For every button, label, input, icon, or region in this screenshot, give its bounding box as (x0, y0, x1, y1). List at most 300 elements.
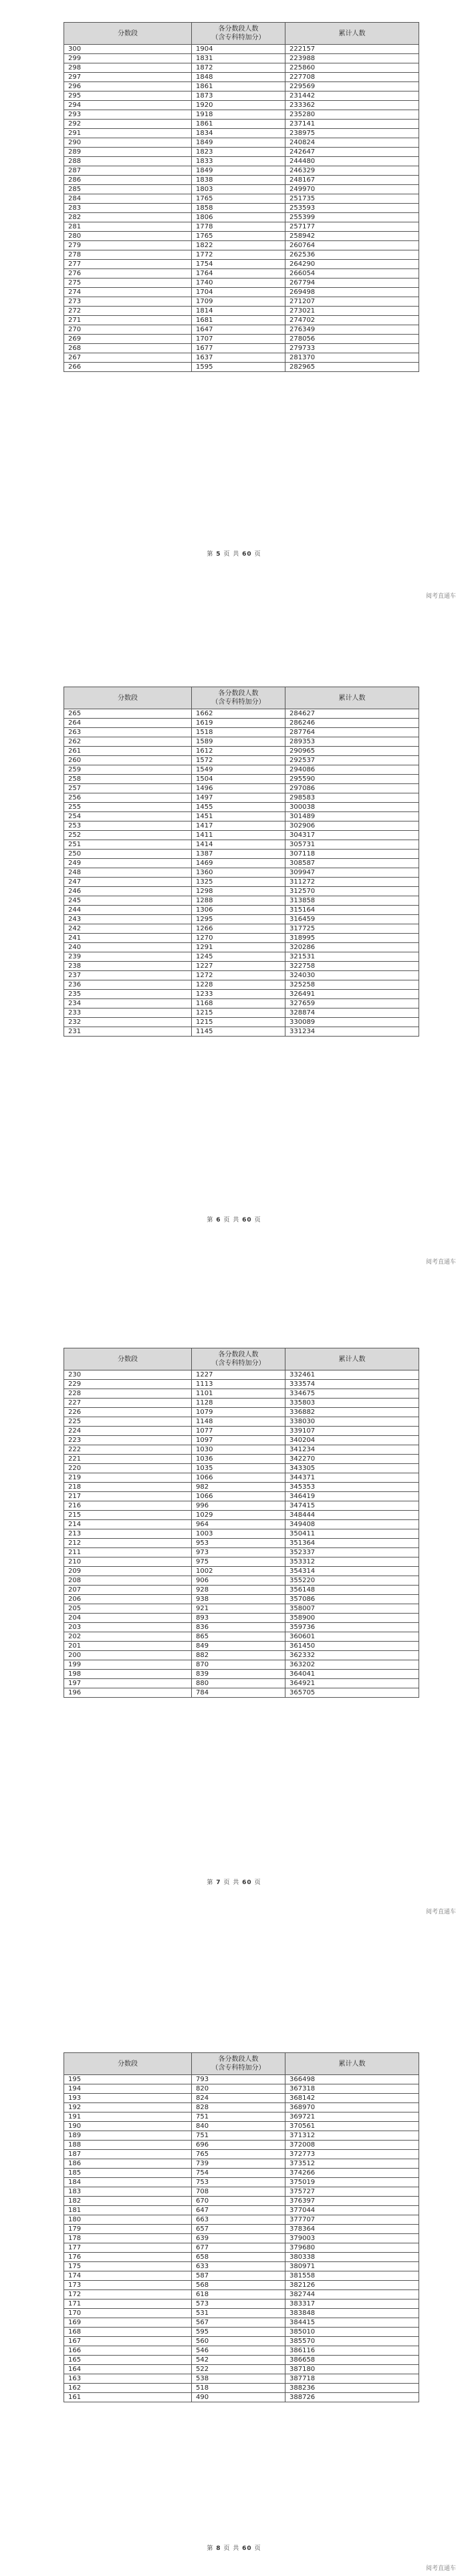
table-row (64, 2141, 419, 2150)
table-row (64, 2243, 419, 2253)
table-row (64, 737, 419, 747)
table-row (64, 906, 419, 915)
score-cell: 267 (64, 353, 192, 363)
cumulative-cell: 240824 (285, 138, 419, 148)
count-cell: 973 (192, 1548, 285, 1557)
table-row (64, 1529, 419, 1539)
table-row (64, 344, 419, 353)
count-cell: 870 (192, 1660, 285, 1670)
count-cell: 1858 (192, 204, 285, 213)
score-cell: 290 (64, 138, 192, 148)
table-row (64, 250, 419, 260)
count-cell: 1228 (192, 980, 285, 990)
score-cell: 190 (64, 2122, 192, 2131)
cumulative-cell: 376397 (285, 2197, 419, 2206)
table-row (64, 185, 419, 194)
table-row (64, 1008, 419, 1018)
cumulative-cell: 364041 (285, 1670, 419, 1679)
cumulative-cell: 311272 (285, 878, 419, 887)
table-row (64, 1501, 419, 1511)
score-cell: 192 (64, 2103, 192, 2112)
cumulative-cell: 340204 (285, 1436, 419, 1445)
table-row (64, 1370, 419, 1380)
count-cell: 1918 (192, 110, 285, 120)
watermark: 阅考直通车 (425, 1909, 456, 1915)
score-cell: 296 (64, 82, 192, 91)
score-cell: 286 (64, 176, 192, 185)
score-cell: 216 (64, 1501, 192, 1511)
score-cell: 273 (64, 297, 192, 307)
score-cell: 172 (64, 2290, 192, 2299)
cumulative-cell: 321531 (285, 952, 419, 962)
count-cell: 1003 (192, 1529, 285, 1539)
count-cell: 663 (192, 2215, 285, 2225)
cumulative-cell: 273021 (285, 307, 419, 316)
count-cell: 996 (192, 1501, 285, 1511)
table-row (64, 1604, 419, 1614)
count-cell: 906 (192, 1576, 285, 1586)
count-cell: 1704 (192, 288, 285, 297)
table-row (64, 2346, 419, 2356)
table-row (64, 2094, 419, 2103)
count-cell: 754 (192, 2169, 285, 2178)
cumulative-cell: 284627 (285, 709, 419, 719)
table-row (64, 1018, 419, 1027)
header-cumulative: 累计人数 (285, 2053, 419, 2075)
table-row (64, 213, 419, 222)
count-cell: 567 (192, 2318, 285, 2328)
count-cell: 1848 (192, 73, 285, 82)
table-row (64, 1380, 419, 1389)
count-cell: 1904 (192, 45, 285, 54)
cumulative-cell: 380971 (285, 2262, 419, 2271)
watermark: 阅考直通车 (425, 2565, 456, 2572)
cumulative-cell: 269498 (285, 288, 419, 297)
count-cell: 1861 (192, 120, 285, 129)
cumulative-cell: 336882 (285, 1408, 419, 1417)
cumulative-cell: 330089 (285, 1018, 419, 1027)
cumulative-cell: 383317 (285, 2299, 419, 2309)
score-cell: 299 (64, 54, 192, 63)
table-row (64, 793, 419, 803)
table-row (64, 1464, 419, 1473)
score-cell: 276 (64, 269, 192, 279)
cumulative-cell: 384415 (285, 2318, 419, 2328)
table-row (64, 1445, 419, 1455)
table-row (64, 166, 419, 176)
cumulative-cell: 377707 (285, 2215, 419, 2225)
count-cell: 1002 (192, 1567, 285, 1576)
count-cell: 1455 (192, 803, 285, 812)
table-row (64, 1027, 419, 1037)
score-cell: 248 (64, 868, 192, 878)
cumulative-cell: 358900 (285, 1614, 419, 1623)
count-cell: 1097 (192, 1436, 285, 1445)
score-cell: 163 (64, 2374, 192, 2384)
table-row (64, 747, 419, 756)
score-cell: 230 (64, 1370, 192, 1380)
cumulative-cell: 386658 (285, 2356, 419, 2365)
cumulative-cell: 295590 (285, 775, 419, 784)
count-cell: 1272 (192, 971, 285, 980)
count-cell: 1036 (192, 1455, 285, 1464)
table-row (64, 157, 419, 166)
table-row (64, 2290, 419, 2299)
table-row (64, 1576, 419, 1586)
count-cell: 538 (192, 2374, 285, 2384)
count-cell: 1803 (192, 185, 285, 194)
cumulative-cell: 380338 (285, 2253, 419, 2262)
score-cell: 182 (64, 2197, 192, 2206)
cumulative-cell: 347415 (285, 1501, 419, 1511)
score-cell: 201 (64, 1642, 192, 1651)
table-row (64, 1557, 419, 1567)
table-row (64, 325, 419, 335)
table-row (64, 2328, 419, 2337)
count-cell: 1764 (192, 269, 285, 279)
count-cell: 1740 (192, 279, 285, 288)
cumulative-cell: 339107 (285, 1427, 419, 1436)
count-cell: 784 (192, 1688, 285, 1698)
table-row (64, 222, 419, 232)
count-cell: 1861 (192, 82, 285, 91)
cumulative-cell: 229569 (285, 82, 419, 91)
count-cell: 793 (192, 2075, 285, 2084)
table-row (64, 2187, 419, 2197)
cumulative-cell: 312570 (285, 887, 419, 896)
table-row (64, 2197, 419, 2206)
count-cell: 1295 (192, 915, 285, 924)
score-cell: 257 (64, 784, 192, 793)
score-cell: 272 (64, 307, 192, 316)
score-cell: 209 (64, 1567, 192, 1576)
cumulative-cell: 370561 (285, 2122, 419, 2131)
score-cell: 246 (64, 887, 192, 896)
count-cell: 1148 (192, 1417, 285, 1427)
count-cell: 964 (192, 1520, 285, 1529)
count-cell: 1822 (192, 241, 285, 250)
table-row (64, 241, 419, 250)
cumulative-cell: 237141 (285, 120, 419, 129)
score-cell: 292 (64, 120, 192, 129)
cumulative-cell: 361450 (285, 1642, 419, 1651)
page-number: 第 8 页 共 60 页 (207, 2545, 261, 2552)
cumulative-cell: 383848 (285, 2309, 419, 2318)
cumulative-cell: 297086 (285, 784, 419, 793)
count-cell: 1831 (192, 54, 285, 63)
table-row (64, 1473, 419, 1483)
cumulative-cell: 320286 (285, 943, 419, 952)
table-row (64, 110, 419, 120)
score-cell: 213 (64, 1529, 192, 1539)
table-row (64, 2365, 419, 2374)
cumulative-cell: 385010 (285, 2328, 419, 2337)
cumulative-cell: 375727 (285, 2187, 419, 2197)
cumulative-cell: 378364 (285, 2225, 419, 2234)
score-cell: 225 (64, 1417, 192, 1427)
count-cell: 828 (192, 2103, 285, 2112)
score-cell: 258 (64, 775, 192, 784)
score-cell: 231 (64, 1027, 192, 1037)
table-row (64, 232, 419, 241)
cumulative-cell: 348444 (285, 1511, 419, 1520)
table-row (64, 2169, 419, 2178)
table-row (64, 1408, 419, 1417)
cumulative-cell: 341234 (285, 1445, 419, 1455)
score-cell: 215 (64, 1511, 192, 1520)
cumulative-cell: 387718 (285, 2374, 419, 2384)
table-row (64, 924, 419, 934)
count-cell: 1245 (192, 952, 285, 962)
table-row (64, 2131, 419, 2141)
count-cell: 658 (192, 2253, 285, 2262)
count-cell: 1270 (192, 934, 285, 943)
cumulative-cell: 282965 (285, 363, 419, 372)
table-row (64, 2337, 419, 2346)
count-cell: 1612 (192, 747, 285, 756)
score-cell: 206 (64, 1595, 192, 1604)
table-header-row (64, 1348, 419, 1370)
cumulative-cell: 308587 (285, 859, 419, 868)
cumulative-cell: 302906 (285, 821, 419, 831)
cumulative-cell: 346419 (285, 1492, 419, 1501)
table-row (64, 719, 419, 728)
score-cell: 211 (64, 1548, 192, 1557)
cumulative-cell: 225860 (285, 63, 419, 73)
cumulative-cell: 324030 (285, 971, 419, 980)
count-cell: 1838 (192, 176, 285, 185)
cumulative-cell: 294086 (285, 765, 419, 775)
count-cell: 1128 (192, 1399, 285, 1408)
table-row (64, 45, 419, 54)
count-cell: 1145 (192, 1027, 285, 1037)
score-cell: 196 (64, 1688, 192, 1698)
cumulative-cell: 334675 (285, 1389, 419, 1399)
cumulative-cell: 227708 (285, 73, 419, 82)
cumulative-cell: 278056 (285, 335, 419, 344)
table-row (64, 812, 419, 821)
table-row (64, 1417, 419, 1427)
header-count: 各分数段人数 （含专科特加分） (192, 23, 285, 45)
table-row (64, 2122, 419, 2131)
table-row (64, 2234, 419, 2243)
score-table (64, 2052, 419, 2402)
score-cell: 236 (64, 980, 192, 990)
cumulative-cell: 387180 (285, 2365, 419, 2374)
score-cell: 200 (64, 1651, 192, 1660)
table-row (64, 1614, 419, 1623)
watermark: 阅考直通车 (425, 1259, 456, 1266)
score-cell: 173 (64, 2281, 192, 2290)
cumulative-cell: 382744 (285, 2290, 419, 2299)
score-cell: 298 (64, 63, 192, 73)
cumulative-cell: 335803 (285, 1399, 419, 1408)
count-cell: 1077 (192, 1427, 285, 1436)
table-row (64, 176, 419, 185)
table-row (64, 943, 419, 952)
count-cell: 982 (192, 1483, 285, 1492)
table-row (64, 1436, 419, 1445)
count-cell: 824 (192, 2094, 285, 2103)
cumulative-cell: 369721 (285, 2112, 419, 2122)
count-cell: 1589 (192, 737, 285, 747)
score-cell: 271 (64, 316, 192, 325)
count-cell: 1469 (192, 859, 285, 868)
cumulative-cell: 292537 (285, 756, 419, 765)
count-cell: 1765 (192, 194, 285, 204)
table-row (64, 2206, 419, 2215)
cumulative-cell: 372008 (285, 2141, 419, 2150)
table-row (64, 775, 419, 784)
score-cell: 270 (64, 325, 192, 335)
score-cell: 193 (64, 2094, 192, 2103)
table-row (64, 2318, 419, 2328)
count-cell: 633 (192, 2262, 285, 2271)
count-cell: 1637 (192, 353, 285, 363)
count-cell: 820 (192, 2084, 285, 2094)
count-cell: 840 (192, 2122, 285, 2131)
table-row (64, 980, 419, 990)
score-cell: 278 (64, 250, 192, 260)
count-cell: 1619 (192, 719, 285, 728)
table-row (64, 803, 419, 812)
table-row (64, 1651, 419, 1660)
score-cell: 268 (64, 344, 192, 353)
score-cell: 239 (64, 952, 192, 962)
score-cell: 234 (64, 999, 192, 1008)
score-cell: 207 (64, 1586, 192, 1595)
cumulative-cell: 257177 (285, 222, 419, 232)
count-cell: 1778 (192, 222, 285, 232)
cumulative-cell: 326491 (285, 990, 419, 999)
table-row (64, 1389, 419, 1399)
table-row (64, 887, 419, 896)
score-cell: 260 (64, 756, 192, 765)
table-row (64, 91, 419, 101)
score-cell: 259 (64, 765, 192, 775)
score-cell: 295 (64, 91, 192, 101)
table-row (64, 840, 419, 850)
count-cell: 849 (192, 1642, 285, 1651)
score-cell: 178 (64, 2234, 192, 2243)
count-cell: 546 (192, 2346, 285, 2356)
score-cell: 284 (64, 194, 192, 204)
table-row (64, 1688, 419, 1698)
cumulative-cell: 343305 (285, 1464, 419, 1473)
cumulative-cell: 327659 (285, 999, 419, 1008)
cumulative-cell: 365705 (285, 1688, 419, 1698)
count-cell: 1497 (192, 793, 285, 803)
count-cell: 1833 (192, 157, 285, 166)
count-cell: 1113 (192, 1380, 285, 1389)
cumulative-cell: 333574 (285, 1380, 419, 1389)
score-cell: 161 (64, 2393, 192, 2402)
cumulative-cell: 238975 (285, 129, 419, 138)
score-cell: 275 (64, 279, 192, 288)
score-cell: 221 (64, 1455, 192, 1464)
count-cell: 1298 (192, 887, 285, 896)
table-row (64, 2356, 419, 2365)
score-cell: 261 (64, 747, 192, 756)
score-cell: 175 (64, 2262, 192, 2271)
score-cell: 288 (64, 157, 192, 166)
cumulative-cell: 242647 (285, 148, 419, 157)
table-row (64, 2178, 419, 2187)
score-cell: 281 (64, 222, 192, 232)
table-row (64, 101, 419, 110)
count-cell: 531 (192, 2309, 285, 2318)
count-cell: 1306 (192, 906, 285, 915)
cumulative-cell: 382126 (285, 2281, 419, 2290)
score-cell: 166 (64, 2346, 192, 2356)
cumulative-cell: 313858 (285, 896, 419, 906)
header-cumulative: 累计人数 (285, 687, 419, 709)
score-cell: 220 (64, 1464, 192, 1473)
count-cell: 1035 (192, 1464, 285, 1473)
table-row (64, 1670, 419, 1679)
cumulative-cell: 281370 (285, 353, 419, 363)
count-cell: 1288 (192, 896, 285, 906)
table-row (64, 2281, 419, 2290)
count-cell: 1806 (192, 213, 285, 222)
cumulative-cell: 363202 (285, 1660, 419, 1670)
count-cell: 696 (192, 2141, 285, 2150)
page-number: 第 5 页 共 60 页 (207, 551, 261, 558)
cumulative-cell: 271207 (285, 297, 419, 307)
score-cell: 167 (64, 2337, 192, 2346)
count-cell: 1066 (192, 1492, 285, 1501)
cumulative-cell: 360601 (285, 1632, 419, 1642)
count-cell: 921 (192, 1604, 285, 1614)
cumulative-cell: 358007 (285, 1604, 419, 1614)
cumulative-cell: 362332 (285, 1651, 419, 1660)
score-cell: 238 (64, 962, 192, 971)
table-row (64, 307, 419, 316)
count-cell: 1227 (192, 1370, 285, 1380)
cumulative-cell: 235280 (285, 110, 419, 120)
score-cell: 223 (64, 1436, 192, 1445)
count-cell: 1872 (192, 63, 285, 73)
count-cell: 1387 (192, 850, 285, 859)
score-cell: 251 (64, 840, 192, 850)
table-row (64, 63, 419, 73)
table-row (64, 1595, 419, 1604)
count-cell: 1709 (192, 297, 285, 307)
cumulative-cell: 249970 (285, 185, 419, 194)
score-cell: 184 (64, 2178, 192, 2187)
table-row (64, 2112, 419, 2122)
cumulative-cell: 231442 (285, 91, 419, 101)
score-cell: 194 (64, 2084, 192, 2094)
cumulative-cell: 328874 (285, 1008, 419, 1018)
header-count: 各分数段人数 （含专科特加分） (192, 2053, 285, 2075)
score-cell: 269 (64, 335, 192, 344)
count-cell: 1920 (192, 101, 285, 110)
score-cell: 228 (64, 1389, 192, 1399)
cumulative-cell: 350411 (285, 1529, 419, 1539)
count-cell: 1754 (192, 260, 285, 269)
table-row (64, 2225, 419, 2234)
table-row (64, 1679, 419, 1688)
score-cell: 199 (64, 1660, 192, 1670)
cumulative-cell: 267794 (285, 279, 419, 288)
cumulative-cell: 318995 (285, 934, 419, 943)
table-row (64, 1520, 419, 1529)
count-cell: 975 (192, 1557, 285, 1567)
score-cell: 183 (64, 2187, 192, 2197)
cumulative-cell: 357086 (285, 1595, 419, 1604)
score-cell: 174 (64, 2271, 192, 2281)
